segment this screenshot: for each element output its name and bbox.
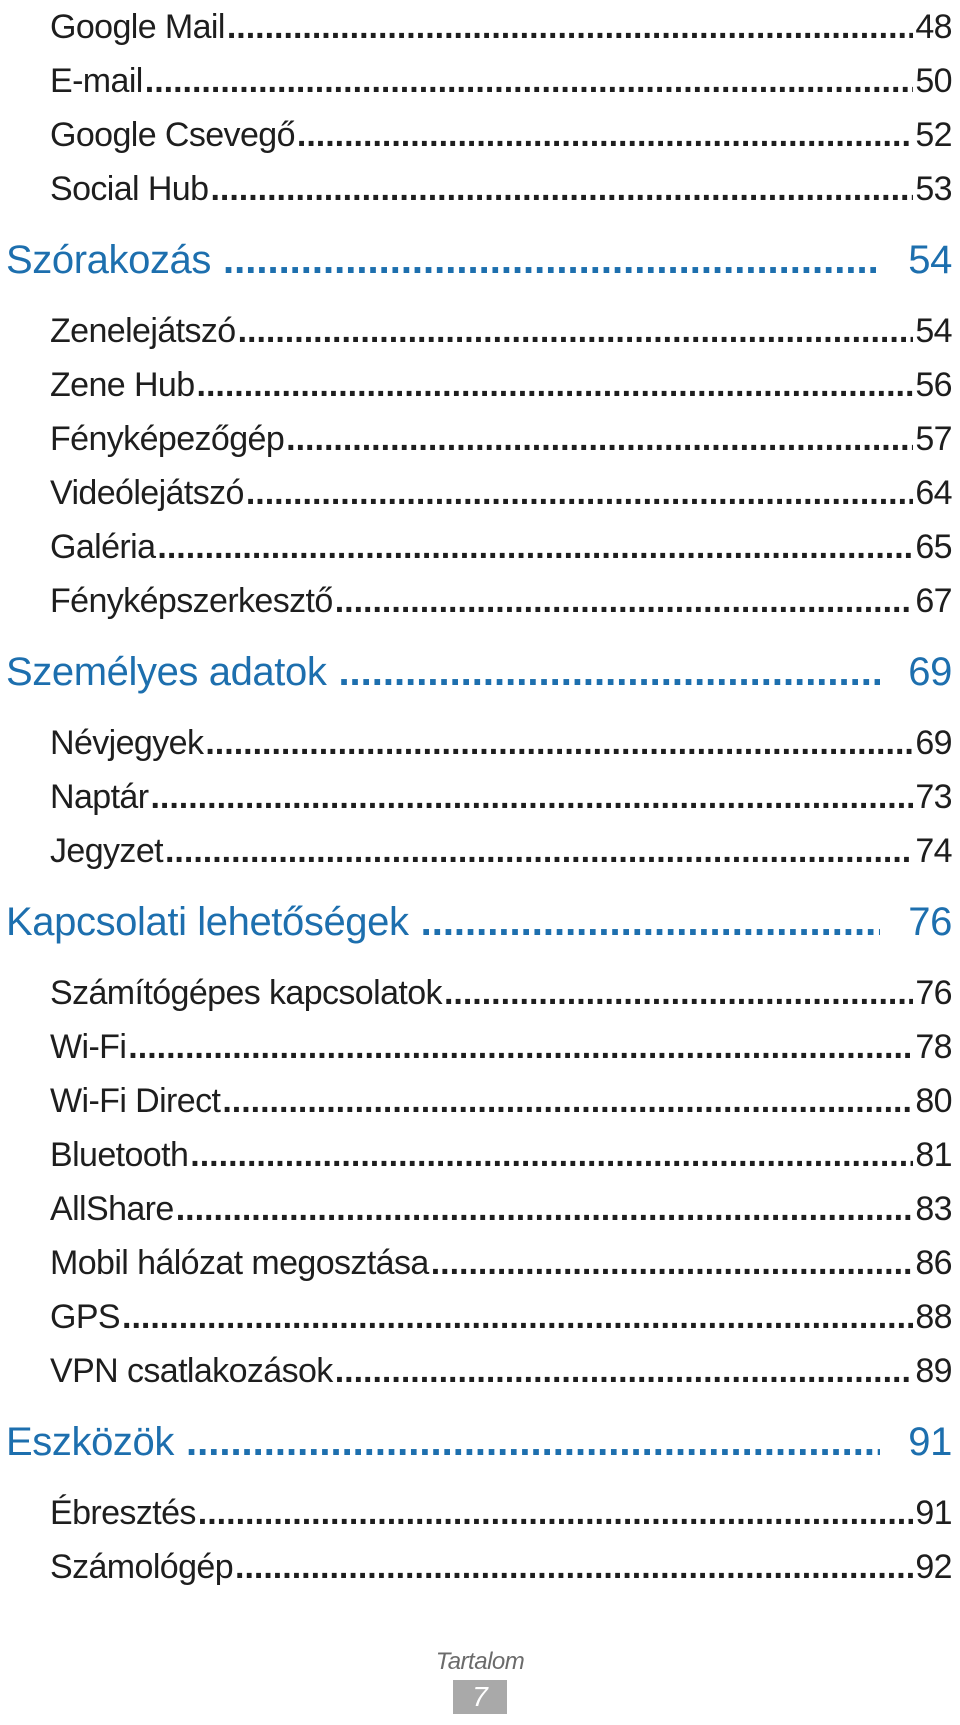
toc-page-number: 56 xyxy=(915,366,952,404)
toc-page-number: 73 xyxy=(915,778,952,816)
toc-page-number: 74 xyxy=(915,832,952,870)
toc-page-number: 76 xyxy=(908,900,952,944)
toc-page-number: 48 xyxy=(915,8,952,46)
toc-entry[interactable] xyxy=(0,1074,960,1128)
toc-page-number: 67 xyxy=(915,582,952,620)
dot-leader xyxy=(238,304,914,358)
dot-leader xyxy=(431,1236,914,1290)
toc-title: Google Mail xyxy=(50,8,225,46)
toc-page-number: 83 xyxy=(915,1190,952,1228)
toc-page-number: 88 xyxy=(915,1298,952,1336)
toc-title: Mobil hálózat megosztása xyxy=(50,1244,429,1282)
dot-leader xyxy=(235,1540,913,1594)
toc-page-number: 91 xyxy=(908,1420,952,1464)
toc-title: Jegyzet xyxy=(50,832,163,870)
toc-page-number: 78 xyxy=(915,1028,952,1066)
toc-title: E-mail xyxy=(50,62,143,100)
toc-entry[interactable] xyxy=(0,1236,960,1290)
toc-section-heading[interactable] xyxy=(0,878,960,966)
toc-page-number: 69 xyxy=(915,724,952,762)
page-number-badge: 7 xyxy=(453,1680,507,1714)
toc-title: VPN csatlakozások xyxy=(50,1352,333,1390)
toc-entry[interactable] xyxy=(0,1344,960,1398)
toc-entry[interactable] xyxy=(0,304,960,358)
toc-section-heading[interactable] xyxy=(0,1398,960,1486)
dot-leader xyxy=(246,466,914,520)
toc-entry[interactable] xyxy=(0,716,960,770)
toc-section-heading[interactable] xyxy=(0,216,960,304)
toc-page-number: 81 xyxy=(915,1136,952,1174)
toc-title: Eszközök xyxy=(6,1420,174,1464)
toc-page-number: 53 xyxy=(915,170,952,208)
dot-leader xyxy=(165,824,913,878)
page-footer xyxy=(0,1648,960,1714)
toc-entry[interactable] xyxy=(0,466,960,520)
dot-leader xyxy=(335,574,914,628)
dot-leader xyxy=(338,628,880,716)
toc-page-number: 52 xyxy=(915,116,952,154)
toc-entry[interactable] xyxy=(0,1020,960,1074)
dot-leader xyxy=(335,1344,914,1398)
dot-leader xyxy=(210,162,913,216)
toc-page-number: 65 xyxy=(915,528,952,566)
toc-entry[interactable] xyxy=(0,1182,960,1236)
dot-leader xyxy=(205,716,913,770)
toc-title: Számítógépes kapcsolatok xyxy=(50,974,442,1012)
toc-entry[interactable] xyxy=(0,770,960,824)
toc-page-number: 50 xyxy=(915,62,952,100)
toc-entry[interactable] xyxy=(0,0,960,54)
toc-page-number: 54 xyxy=(908,238,952,282)
dot-leader xyxy=(157,520,913,574)
toc-entry[interactable] xyxy=(0,54,960,108)
toc-page-number: 57 xyxy=(915,420,952,458)
toc-title: Galéria xyxy=(50,528,156,566)
toc-entry[interactable] xyxy=(0,520,960,574)
dot-leader xyxy=(145,54,914,108)
dot-leader xyxy=(190,1128,913,1182)
toc-page-number: 64 xyxy=(915,474,952,512)
toc-entry[interactable] xyxy=(0,1540,960,1594)
toc-title: Wi-Fi xyxy=(50,1028,127,1066)
toc-entry[interactable] xyxy=(0,574,960,628)
toc-title: Számológép xyxy=(50,1548,234,1586)
dot-leader xyxy=(128,1020,913,1074)
toc-title: Zene Hub xyxy=(50,366,195,404)
toc-section-heading[interactable] xyxy=(0,628,960,716)
toc-title: Videólejátszó xyxy=(50,474,244,512)
toc-title: Névjegyek xyxy=(50,724,204,762)
toc-entry[interactable] xyxy=(0,358,960,412)
toc-entry[interactable] xyxy=(0,1486,960,1540)
toc-page-number: 80 xyxy=(915,1082,952,1120)
toc-entry[interactable] xyxy=(0,1290,960,1344)
toc-entry[interactable] xyxy=(0,1128,960,1182)
toc-page-number: 91 xyxy=(915,1494,952,1532)
toc-title: Személyes adatok xyxy=(6,650,327,694)
dot-leader xyxy=(227,0,914,54)
toc-title: Szórakozás xyxy=(6,238,211,282)
dot-leader xyxy=(286,412,913,466)
toc-title: Fényképezőgép xyxy=(50,420,285,458)
toc-page-number: 69 xyxy=(908,650,952,694)
dot-leader xyxy=(297,108,914,162)
toc-title: Wi-Fi Direct xyxy=(50,1082,221,1120)
dot-leader xyxy=(223,216,880,304)
dot-leader xyxy=(186,1398,880,1486)
toc-title: Kapcsolati lehetőségek xyxy=(6,900,409,944)
toc-entry[interactable] xyxy=(0,966,960,1020)
toc-page-number: 76 xyxy=(915,974,952,1012)
toc-title: Zenelejátszó xyxy=(50,312,236,350)
dot-leader xyxy=(222,1074,913,1128)
toc-entry[interactable] xyxy=(0,824,960,878)
toc-title: Fényképszerkesztő xyxy=(50,582,333,620)
dot-leader xyxy=(421,878,881,966)
toc-page-number: 92 xyxy=(915,1548,952,1586)
dot-leader xyxy=(444,966,913,1020)
toc-title: Google Csevegő xyxy=(50,116,295,154)
dot-leader xyxy=(122,1290,913,1344)
toc-entry[interactable] xyxy=(0,412,960,466)
toc-page-number: 86 xyxy=(915,1244,952,1282)
toc-title: GPS xyxy=(50,1298,121,1336)
toc-entry[interactable] xyxy=(0,162,960,216)
toc-page-number: 89 xyxy=(915,1352,952,1390)
dot-leader xyxy=(176,1182,914,1236)
toc-entry[interactable] xyxy=(0,108,960,162)
dot-leader xyxy=(197,358,914,412)
footer-section-label: Tartalom xyxy=(435,1648,525,1675)
toc-title: Naptár xyxy=(50,778,149,816)
toc-title: Ébresztés xyxy=(50,1494,196,1532)
dot-leader xyxy=(198,1486,914,1540)
dot-leader xyxy=(150,770,913,824)
toc-page-number: 54 xyxy=(915,312,952,350)
toc-title: Bluetooth xyxy=(50,1136,189,1174)
toc-title: AllShare xyxy=(50,1190,174,1228)
toc-title: Social Hub xyxy=(50,170,209,208)
